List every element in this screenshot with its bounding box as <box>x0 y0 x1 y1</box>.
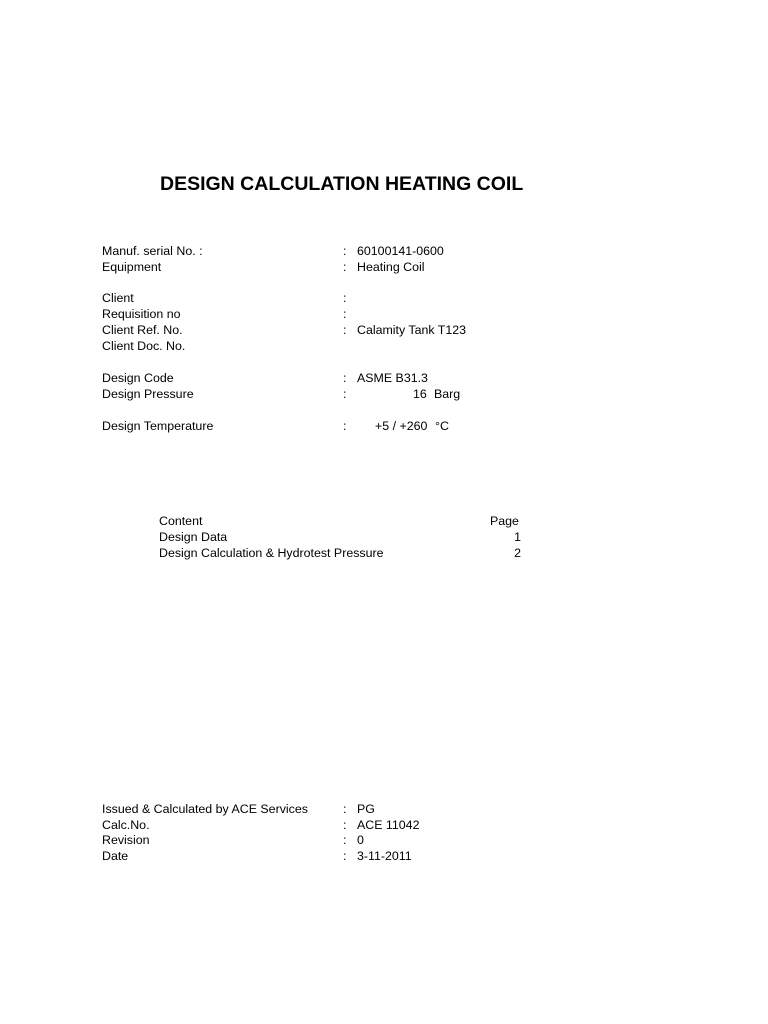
field-label: Issued & Calculated by ACE Services <box>102 802 308 816</box>
field-unit: Barg <box>434 387 461 401</box>
contents-item-page: 2 <box>514 546 521 560</box>
field-colon: : <box>343 291 347 305</box>
contents-item-label: Design Calculation & Hydrotest Pressure <box>159 546 384 560</box>
contents-item-page: 1 <box>514 530 521 544</box>
field-label: Client Ref. No. <box>102 323 183 337</box>
field-value: Calamity Tank T123 <box>357 323 467 337</box>
field-colon: : <box>343 802 347 816</box>
field-colon: : <box>343 833 347 847</box>
field-label: Design Code <box>102 371 174 385</box>
field-value: PG <box>357 802 375 816</box>
field-value: +5 / +260 <box>375 419 428 433</box>
field-label: Manuf. serial No. : <box>102 244 203 258</box>
field-label: Date <box>102 849 129 863</box>
field-colon: : <box>343 419 347 433</box>
field-label: Design Temperature <box>102 419 214 433</box>
field-unit: °C <box>435 419 449 433</box>
field-colon: : <box>343 244 347 258</box>
field-colon: : <box>343 818 347 832</box>
field-label: Calc.No. <box>102 818 150 832</box>
contents-item-label: Design Data <box>159 530 228 544</box>
field-colon: : <box>343 849 347 863</box>
field-colon: : <box>343 387 347 401</box>
field-colon: : <box>343 323 347 337</box>
field-label: Design Pressure <box>102 387 194 401</box>
field-colon: : <box>343 307 347 321</box>
field-value: 3-11-2011 <box>357 849 412 863</box>
document-title: DESIGN CALCULATION HEATING COIL <box>160 173 524 195</box>
field-label: Revision <box>102 833 150 847</box>
contents-header-label: Content <box>159 514 203 528</box>
field-label: Requisition no <box>102 307 181 321</box>
field-label: Equipment <box>102 260 162 274</box>
field-value: ASME B31.3 <box>357 371 428 385</box>
field-value: Heating Coil <box>357 260 425 274</box>
field-value: ACE 11042 <box>357 818 420 832</box>
field-label: Client <box>102 291 134 305</box>
field-value: 0 <box>357 833 364 847</box>
field-value: 16 <box>413 387 427 401</box>
field-value: 60100141-0600 <box>357 244 444 258</box>
contents-header-page: Page <box>490 514 519 528</box>
field-label: Client Doc. No. <box>102 339 186 353</box>
field-colon: : <box>343 371 347 385</box>
field-colon: : <box>343 260 347 274</box>
